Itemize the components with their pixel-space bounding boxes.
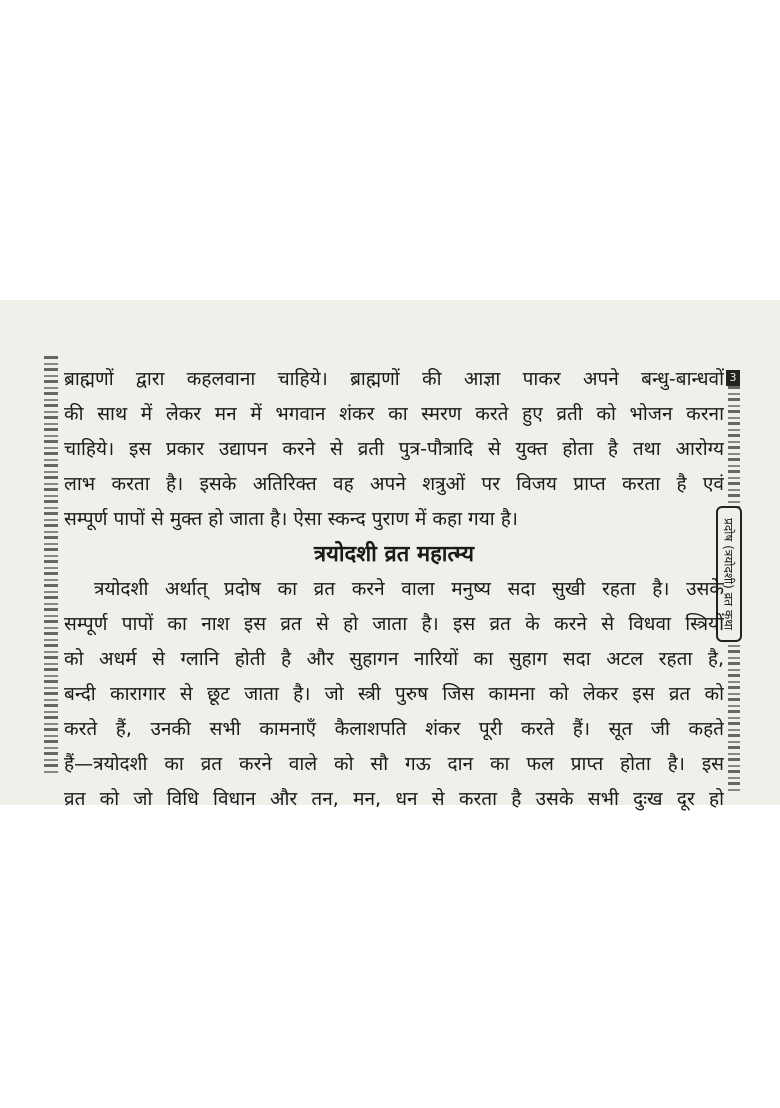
paragraph-line: की साथ में लेकर मन में भगवान शंकर का स्मरण करते हुए व्रती को भोजन करना [64,403,724,425]
paragraph-line: सम्पूर्ण पापों का नाश इस व्रत से हो जाता है। इस व्रत के करने से विधवा स्त्रियों [64,613,724,635]
paragraph-line: चाहिये। इस प्रकार उद्यापन करने से व्रती पुत्र-पौत्रादि से युक्त होता है तथा आरोग्य [64,438,724,460]
paragraph-line: को अधर्म से ग्लानि होती है और सुहागन नारियों का सुहाग सदा अटल रहता है, [64,648,724,670]
section-heading: त्रयोदशी व्रत महात्म्य [313,542,475,567]
paragraph-line: त्रयोदशी अर्थात् प्रदोष का व्रत करने वाला मनुष्य सदा सुखी रहता है। उसके [94,578,724,600]
paragraph-line: सम्पूर्ण पापों से मुक्त हो जाता है। ऐसा स्कन्द पुराण में कहा गया है। [64,508,518,530]
paragraph-line: लाभ करता है। इसके अतिरिक्त वह अपने शत्रुओं पर विजय प्राप्त करता है एवं [64,473,724,495]
book-page [0,300,780,810]
decorative-border-left [44,356,58,774]
paragraph-line: ब्राह्मणों द्वारा कहलवाना चाहिये। ब्राह्मणों की आज्ञा पाकर अपने बन्धु-बान्धवों [64,368,724,390]
text-block [64,362,724,817]
paragraph-line: हैं—त्रयोदशी का व्रत करने वाले को सौ गऊ दान का फल प्राप्त होता है। इस [64,753,724,775]
paragraph-line: बन्दी कारागार से छूट जाता है। जो स्त्री पुरुष जिस कामना को लेकर इस व्रत को [64,683,724,705]
page-number: 3 [726,370,740,386]
side-title-text: प्रदोष (त्रयोदशी) व्रत कथा [721,518,736,630]
paragraph-line: करते हैं, उनकी सभी कामनाएँ कैलाशपति शंकर पूरी करते हैं। सूत जी कहते [64,718,724,740]
paragraph-line: व्रत को जो विधि विधान और तन, मन, धन से करता है उसके सभी दुःख दूर हो [64,788,724,810]
